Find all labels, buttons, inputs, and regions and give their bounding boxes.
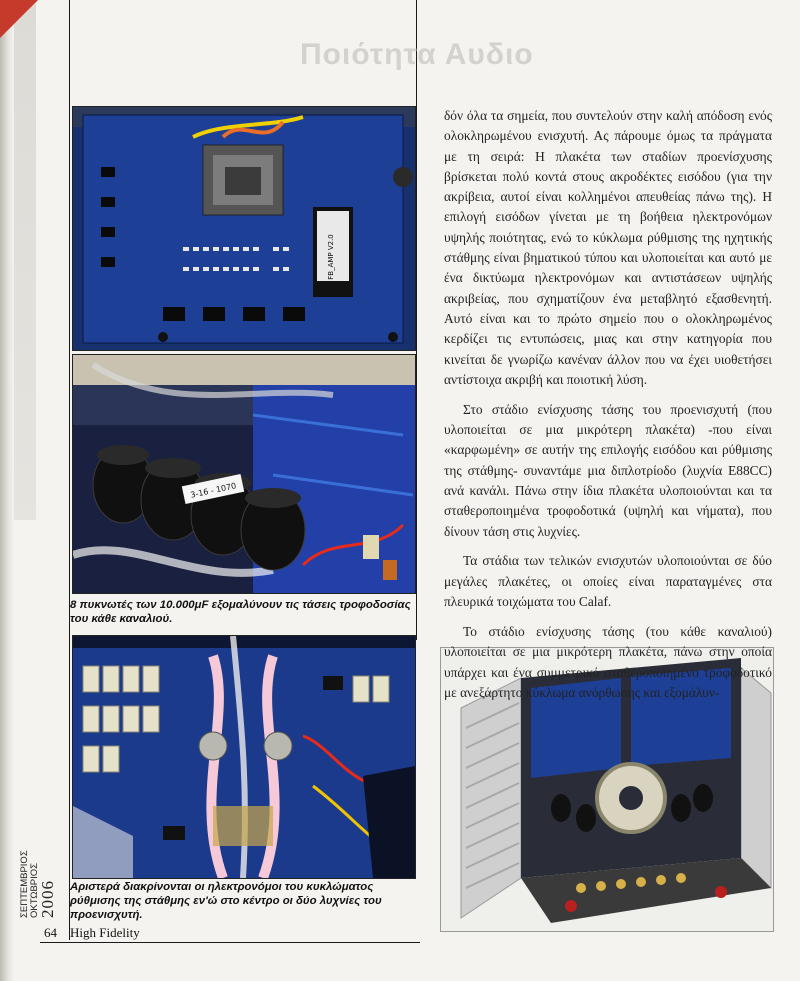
issue-year: 2006 — [38, 880, 57, 918]
input-pcb-illustration — [73, 107, 415, 350]
photo-capacitors — [72, 354, 416, 594]
article-body — [444, 106, 772, 713]
left-margin-rule — [69, 0, 70, 940]
column-divider-rule — [416, 0, 417, 640]
photo-relays-tubes — [72, 635, 416, 879]
footer-rule — [40, 942, 420, 943]
issue-months — [20, 850, 40, 918]
article-paragraph: δόν όλα τα σημεία, που συντελούν στην καλή απόδοση ενός ολοκληρωμένου ενισχυτή. Ας πάρουμε όμως τα πράγματα με τη σειρά: Η πλακέτα των σταδίων προενίσχυσης βρίσκεται πολύ κοντά στους ακροδέκτες εισόδου (για την ακρίβεια, αυτοί είναι κολλημένοι απευθείας πάνω της). Η επιλογή εισόδων γίνεται με τη βοήθεια ηλεκτρονόμων υψηλής ποιότητας, ενώ το κύκλωμα ρύθμισης της ηχητικής στάθμης είναι βηματικού τύπου και υλοποιείται και αυτό με ένα δικτύωμα ηλεκτρονόμων και αντιστάσεων υψηλής ακριβείας, που σχηματίζουν ένα μεταβλητό εξασθενητή. Αυτό είναι και το πρώτο σημείο που ο ολοκληρωμένος κερδίζει τις εντυπώσεις, μιας και στην κατηγορία που κινείται δε γνωρίζω κανέναν άλλον που να έχει υιοθετήσει αντίστοιχα ακριβή και ποιοτική λύση. — [444, 108, 772, 387]
magazine-title: High Fidelity — [70, 925, 140, 940]
issue-month-1: ΣΕΠΤΕΜΒΡΙΟΣ — [19, 850, 30, 918]
issue-month-2: ΟΚΤΩΒΡΙΟΣ — [29, 862, 40, 918]
article-paragraph: Τα στάδια των τελικών ενισχυτών υλοποιούνται σε δύο μεγάλες πλακέτες, οι οποίες είναι παραταγμένες στα πλευρικά τοιχώματα του Calaf. — [444, 553, 772, 610]
capacitor-label: 3-16 - 1070 — [189, 481, 237, 500]
caption-capacitors: 8 πυκνωτές των 10.000μF εξομαλύνουν τις τάσεις τροφοδοσίας του κάθε καναλιού. — [70, 599, 411, 625]
article-paragraph: Στο στάδιο ενίσχυσης τάσης του προενισχυτή (που υλοποιείται σε μια μικρότερη πλακέτα) -που είναι «καρφωμένη» σε αυτήν της επιλογής εισόδου και ρύθμισης της στάθμης- συναντάμε μια διπλοτρίοδο (λυχνία E88CC) ανά κανάλι. Πάνω στην ίδια πλακέτα υλοποιούνται και τα σταθεροποιημένα τροφοδοτικά (υψηλή και νήματα), που δίνουν τάση στις λυχνίες. — [444, 401, 772, 539]
page-gutter — [0, 0, 14, 981]
page-number: 64 — [44, 925, 57, 940]
capacitors-illustration — [73, 355, 415, 593]
relays-tubes-illustration — [73, 636, 415, 878]
section-title: Ποιότητα Αυδιο — [300, 38, 534, 71]
chip-label: FB_AMP V2.0 — [327, 234, 335, 280]
red-corner-tab — [0, 0, 38, 38]
photo-input-pcb — [72, 106, 416, 351]
caption-relays: Αριστερά διακρίνονται οι ηλεκτρονόμοι του κυκλώματος ρύθμισης της στάθμης εν'ώ στο κέντρο οι δύο λυχνίες του προενισχυτή. — [70, 881, 382, 921]
article-paragraph: Το στάδιο ενίσχυσης τάσης (του κάθε καναλιού) υλοποιείται σε μια μικρότερη πλακέτα, πάνω στην οποία υπάρχει και ένα συμμετρικό σταθεροποιημένο τροφοδοτικό με ανεξάρτητο κύκλωμα ανόρθωσης και εξομάλυν- — [444, 623, 772, 700]
